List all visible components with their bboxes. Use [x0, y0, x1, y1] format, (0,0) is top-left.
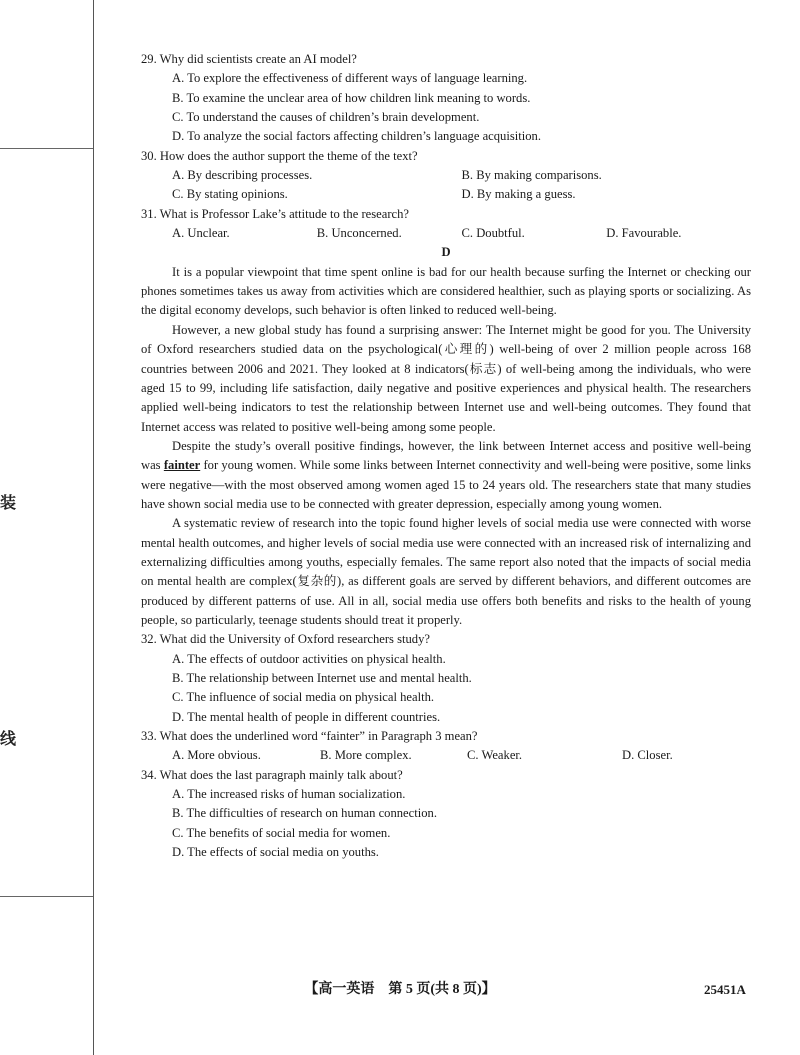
- passage-paragraph-2: However, a new global study has found a surprising answer: The Internet might be good for you. The University of Oxford researchers studied data on the psychological(心理的) well-being of over 2 million people across 168 countries between 2006 and 2021. They looked at 8 indicators(标志) of well-being among the individuals, who were aged 15 to 99, including life satisfaction, daily negative and positive experiences and physical health. The researchers applied well-being indicators to test the relationship between Internet use and well-being outcomes. They found that Internet access was related to positive well-being among some people.: [141, 322, 751, 434]
- margin-tick: [0, 148, 93, 149]
- option: D. By making a guess.: [461, 187, 576, 202]
- option: D. The effects of social media on youths.: [172, 845, 379, 860]
- paragraph-text: Despite the study’s overall positive findings, however, the link between Internet access and positive well-being was: [141, 438, 751, 473]
- options-row: [141, 746, 751, 765]
- option: C. The influence of social media on physical health.: [172, 690, 435, 705]
- option: A. The effects of outdoor activities on physical health.: [172, 651, 446, 666]
- passage-paragraph-4: A systematic review of research into the topic found higher levels of social media use were connected with worse mental health outcomes, and higher levels of social media use were connected with an increased risk of internalizing and externalizing difficulties among youths, especially females. The same report also noted that the impacts of social media on mental health are complex(复杂的), as different goals are served by different behaviors, and different outcomes are produced by different patterns of use. All in all, social media use offers both benefits and risks to the health of young people, so particularly, teenage students should treat it properly.: [141, 516, 751, 627]
- question-30: 30. How does the author support the theme of the text?: [141, 148, 418, 163]
- options-row: [141, 224, 751, 243]
- option: C. To understand the causes of children’s brain development.: [172, 110, 480, 125]
- option: B. The relationship between Internet use and mental health.: [172, 671, 472, 685]
- option: A. Unclear.: [172, 226, 230, 241]
- option: A. The increased risks of human socialization.: [172, 787, 406, 802]
- options-row: [141, 166, 751, 185]
- margin-mark: 线: [0, 731, 17, 748]
- question-31: 31. What is Professor Lake’s attitude to the research?: [141, 206, 409, 221]
- page-footer: 【高一英语 第 5 页(共 8 页)】: [304, 982, 496, 997]
- option: B. By making comparisons.: [461, 168, 602, 183]
- option: C. By stating opinions.: [172, 187, 288, 202]
- option: B. To examine the unclear area of how children link meaning to words.: [172, 90, 531, 105]
- paragraph-text: for young women. While some links between Internet connectivity and well-being were positive, some links were negative—with the most observed among women aged 15 to 24 years old. The researchers state that many studies have shown social media use to be connected with greater depression, especially among young women.: [141, 458, 751, 511]
- underlined-word: fainter: [163, 458, 201, 473]
- exam-content: [141, 50, 751, 862]
- option: D. Favourable.: [606, 226, 682, 241]
- option: D. Closer.: [622, 748, 673, 763]
- question-29: 29. Why did scientists create an AI model?: [141, 52, 357, 66]
- margin-tick: [0, 896, 93, 897]
- option: C. The benefits of social media for women.: [172, 825, 391, 840]
- question-34: 34. What does the last paragraph mainly talk about?: [141, 767, 403, 782]
- passage-paragraph-3: [141, 437, 751, 514]
- option: C. Doubtful.: [461, 226, 525, 241]
- option: A. To explore the effectiveness of different ways of language learning.: [172, 71, 528, 86]
- option: D. The mental health of people in different countries.: [172, 709, 441, 724]
- section-heading: D: [441, 245, 451, 260]
- question-32: 32. What did the University of Oxford researchers study?: [141, 632, 430, 647]
- option: B. More complex.: [320, 748, 412, 763]
- question-33: 33. What does the underlined word “fainter” in Paragraph 3 mean?: [141, 729, 478, 744]
- margin-mark: 装: [0, 495, 17, 512]
- passage-paragraph-1: It is a popular viewpoint that time spent online is bad for our health because surfing the Internet or checking our phones sometimes takes us away from activities which are considered healthier, such as playing sports or socializing. As the digital economy develops, such behavior is often linked to reduced well-being.: [141, 264, 751, 318]
- option: B. The difficulties of research on human connection.: [172, 806, 437, 821]
- option: B. Unconcerned.: [316, 226, 402, 241]
- options-row: [141, 185, 751, 204]
- option: A. By describing processes.: [172, 168, 313, 183]
- option: C. Weaker.: [467, 748, 523, 763]
- option: D. To analyze the social factors affecting children’s language acquisition.: [172, 129, 541, 144]
- binding-margin-line: [93, 0, 94, 1055]
- option: A. More obvious.: [172, 748, 261, 763]
- paper-code: 25451A: [704, 982, 746, 997]
